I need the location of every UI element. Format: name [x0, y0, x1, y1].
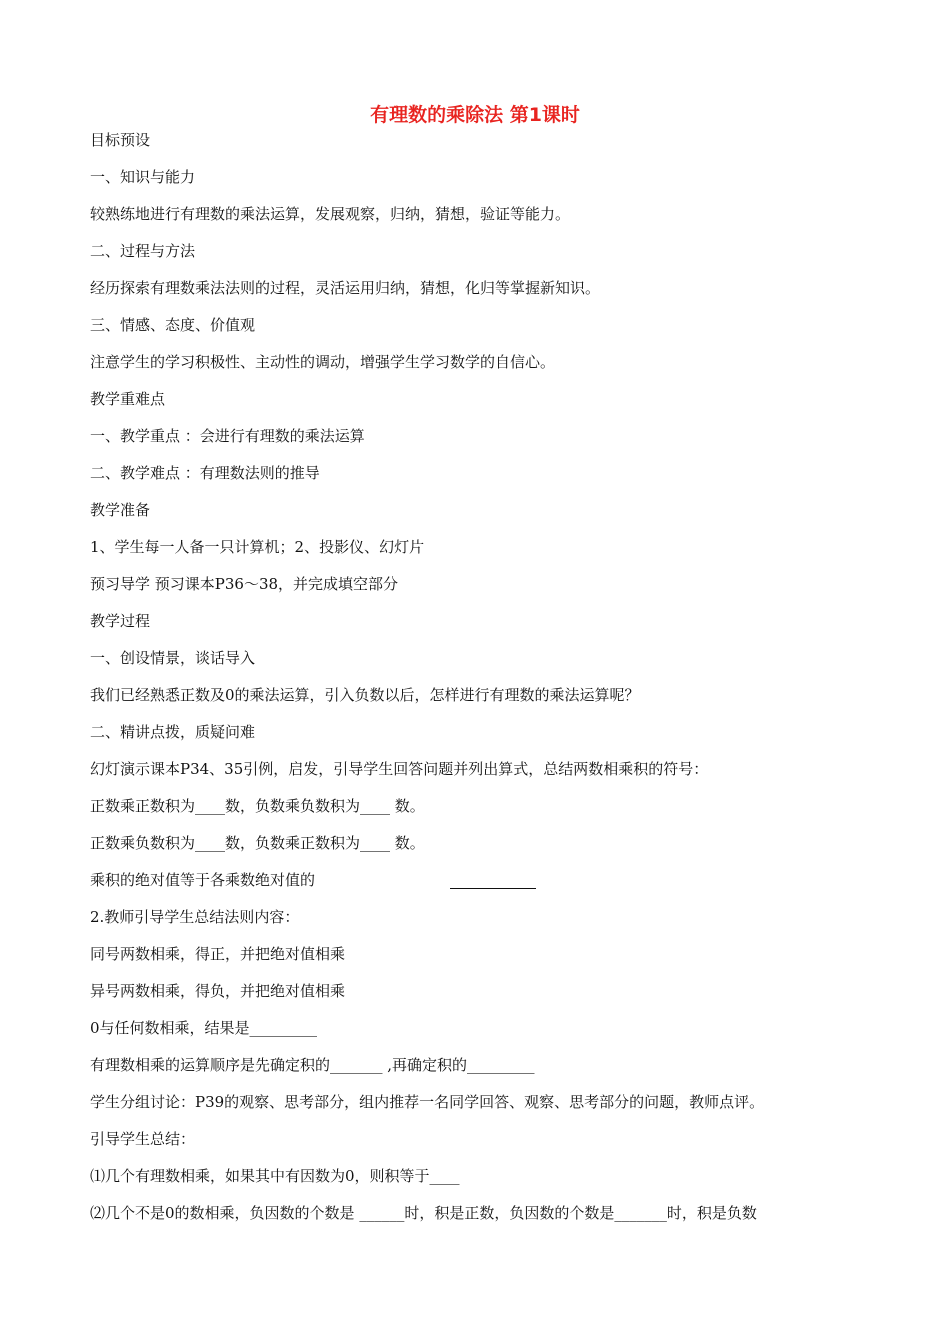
slide-demo-paragraph: 幻灯演示课本P34、35引例，启发，引导学生回答问题并列出算式，总结两数相乘积的符号：	[90, 760, 709, 778]
section-heading-preparation: 教学准备	[90, 501, 151, 519]
key-point-line: 一、教学重点 ：会进行有理数的乘法运算	[90, 427, 365, 445]
summary-heading: 引导学生总结：	[90, 1130, 196, 1148]
fill-blank-sign-rule-2: 正数乘负数积为____数，负数乘正数积为____ 数。	[90, 834, 425, 852]
teacher-summary-heading: 2.教师引导学生总结法则内容：	[90, 908, 300, 926]
summary-item-2: ⑵几个不是0的数相乘，负因数的个数是 ______时，积是正数，负因数的个数是_______时，积是负数	[90, 1204, 757, 1222]
preparation-line: 1、学生每一人备一只计算机；2、投影仪、幻灯片	[90, 538, 425, 556]
fill-blank-sign-rule-1: 正数乘正数积为____数，负数乘负数积为____ 数。	[90, 797, 425, 815]
step-one-heading: 一、创设情景，谈话导入	[90, 649, 256, 667]
section-heading-process: 教学过程	[90, 612, 151, 630]
paragraph-emotion-attitude: 注意学生的学习积极性、主动性的调动，增强学生学习数学的自信心。	[90, 353, 556, 371]
preview-line: 预习导学 预习课本P36～38，并完成填空部分	[90, 575, 399, 593]
step-two-heading: 二、精讲点拨，质疑问难	[90, 723, 256, 741]
rule-operation-order: 有理数相乘的运算顺序是先确定积的_______ ,再确定积的_________	[90, 1056, 535, 1074]
absolute-value-rule: 乘积的绝对值等于各乘数绝对值的	[90, 871, 316, 889]
subheading-process-method: 二、过程与方法	[90, 242, 196, 260]
paragraph-process-method: 经历探索有理数乘法法则的过程，灵活运用归纳，猜想，化归等掌握新知识。	[90, 279, 601, 297]
rule-same-sign: 同号两数相乘，得正，并把绝对值相乘	[90, 945, 346, 963]
rule-zero: 0与任何数相乘，结果是_________	[90, 1019, 318, 1037]
group-discussion-paragraph: 学生分组讨论：P39的观察、思考部分，组内推荐一名同学回答、观察、思考部分的问题，教师点评。	[90, 1093, 765, 1111]
fill-in-blank-underline	[450, 888, 536, 889]
section-heading-goals: 目标预设	[90, 131, 151, 149]
subheading-knowledge-ability: 一、知识与能力	[90, 168, 196, 186]
subheading-emotion-attitude: 三、情感、态度、价值观	[90, 316, 256, 334]
paragraph-knowledge-ability: 较熟练地进行有理数的乘法运算，发展观察，归纳，猜想，验证等能力。	[90, 205, 571, 223]
summary-item-1: ⑴几个有理数相乘，如果其中有因数为0，则积等于____	[90, 1167, 460, 1185]
intro-question: 我们已经熟悉正数及0的乘法运算，引入负数以后，怎样进行有理数的乘法运算呢？	[90, 686, 640, 704]
document-title: 有理数的乘除法 第1课时	[370, 104, 580, 126]
rule-different-sign: 异号两数相乘，得负，并把绝对值相乘	[90, 982, 346, 1000]
difficult-point-line: 二、教学难点 ：有理数法则的推导	[90, 464, 320, 482]
section-heading-key-points: 教学重难点	[90, 390, 166, 408]
